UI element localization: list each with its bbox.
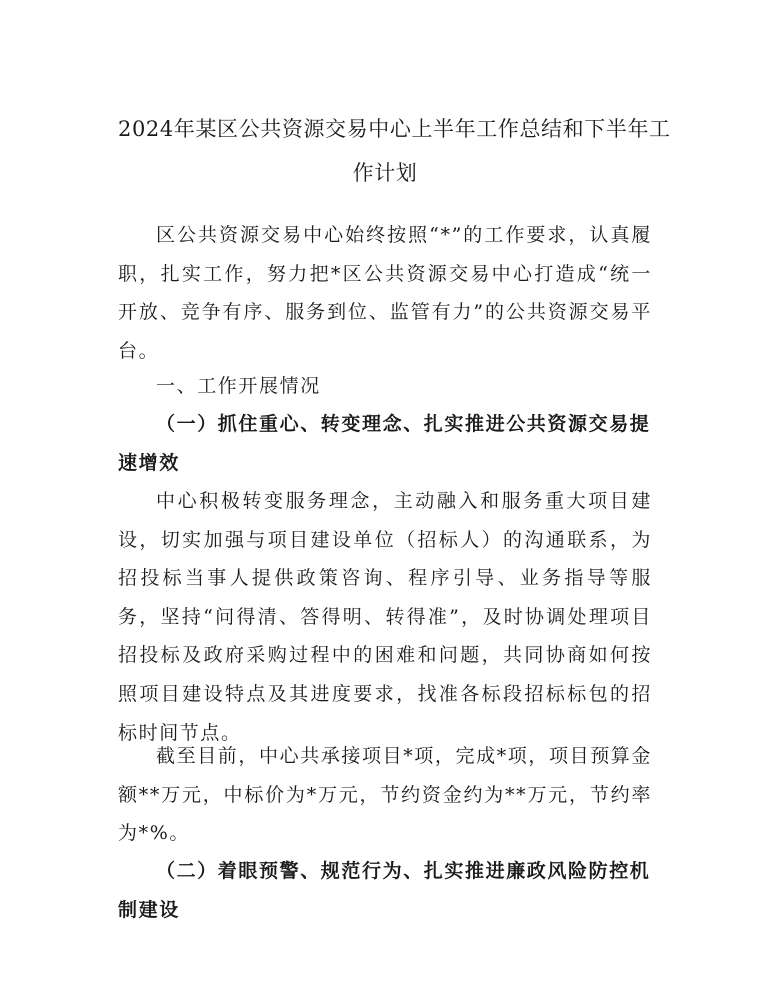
body-paragraph-1: 中心积极转变服务理念，主动融入和服务重大项目建设，切实加强与项目建设单位（招标人）的沟通联系，为招投标当事人提供政策咨询、程序引导、业务指导等服务，坚持“问得清、答得明、转得准”，及时协调处理项目招投标及政府采购过程中的困难和问题，共同协商如何按照项目建设特点及其进度要求，找准各标段招标标包的招标时间节点。 bbox=[118, 490, 652, 744]
intro-paragraph: 区公共资源交易中心始终按照“*”的工作要求，认真履职，扎实工作，努力把*区公共资源交易中心打造成“统一开放、竞争有序、服务到位、监管有力”的公共资源交易平台。 bbox=[118, 224, 652, 362]
document-title-line-2: 作计划 bbox=[352, 161, 418, 185]
subsection-heading-1: （一）抓住重心、转变理念、扎实推进公共资源交易提速增效 bbox=[118, 413, 651, 474]
subsection-heading-2: （二）着眼预警、规范行为、扎实推进廉政风险防控机制建设 bbox=[118, 860, 651, 921]
section-heading-1: 一、工作开展情况 bbox=[156, 375, 321, 397]
body-paragraph-2: 截至目前，中心共承接项目*项，完成*项，项目预算金额**万元，中标价为*万元，节约资金约为**万元，节约率为*%。 bbox=[118, 745, 653, 845]
document-title-line-1: 2024年某区公共资源交易中心上半年工作总结和下半年工 bbox=[118, 117, 671, 141]
